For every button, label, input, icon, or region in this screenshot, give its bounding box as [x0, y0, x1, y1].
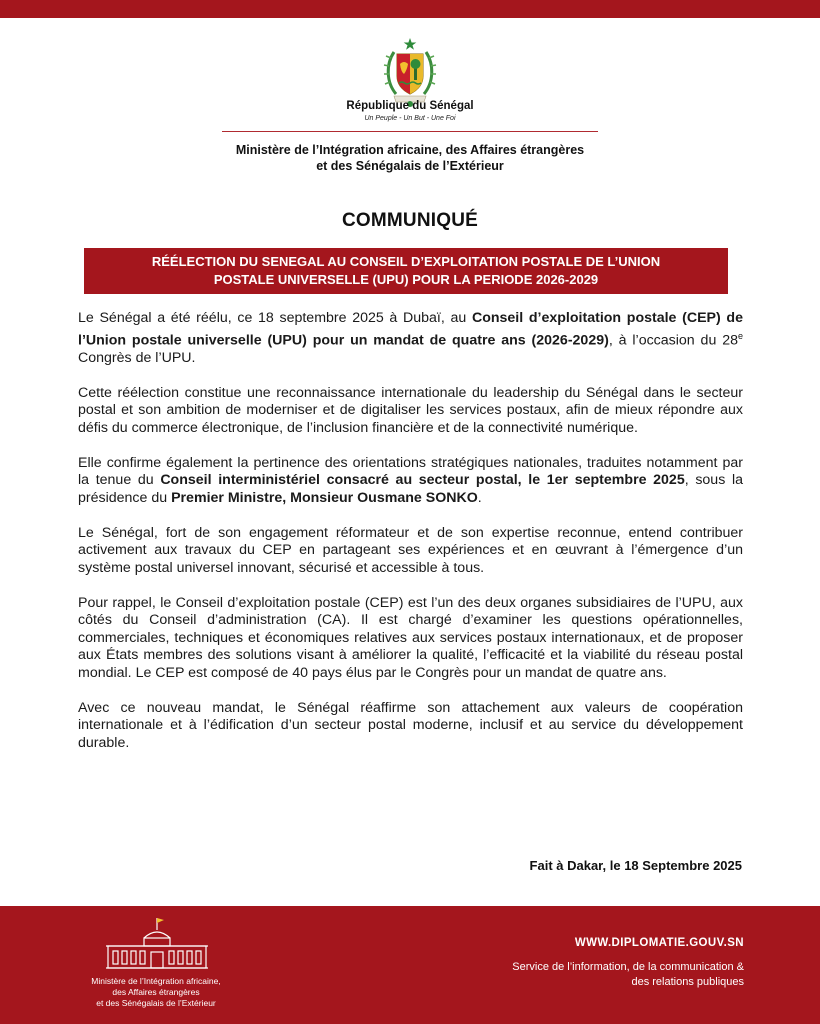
communique-body: [78, 310, 743, 770]
footer: [0, 906, 820, 1024]
header-divider: [222, 131, 598, 132]
paragraph-3-text-e: .: [477, 489, 482, 506]
paragraph-1-text-c: , à l’occasion du 28: [608, 332, 738, 349]
paragraph-1-superscript: e: [737, 330, 743, 341]
paragraph-1-text-d: Congrès de l’UPU.: [78, 349, 196, 366]
top-bar: [0, 0, 820, 18]
ministry-building-icon: [104, 916, 210, 972]
paragraph-1-bold: Conseil d’exploitation postale (CEP) de l’Union postale universelle (UPU) pour un mandat de quatre ans (2026-2029): [78, 310, 743, 349]
national-motto: Un Peuple - Un But - Une Foi: [364, 115, 456, 122]
footer-service-line-1: Service de l’information, de la communication &: [512, 961, 744, 973]
paragraph-3-text-a: Elle confirme également la pertinence des orientations stratégiques nationales, traduites notamment par la tenue du: [78, 454, 743, 489]
footer-service-name: [440, 960, 744, 990]
coat-of-arms-icon: [382, 36, 438, 108]
ministry-name-line-1: Ministère de l’Intégration africaine, des Affaires étrangères: [235, 143, 585, 157]
paragraph-3: [78, 455, 743, 508]
paragraph-6: Avec ce nouveau mandat, le Sénégal réaffirme son attachement aux valeurs de coopération internationale et à l’édification d’un secteur postal moderne, inclusif et au service du développement durable.: [78, 699, 743, 751]
footer-ministry-name: [58, 976, 254, 1009]
subject-banner: [84, 248, 728, 294]
paragraph-3-bold-d: Premier Ministre, Monsieur Ousmane SONKO: [171, 489, 478, 506]
website-link[interactable]: WWW.DIPLOMATIE.GOUV.SN: [574, 937, 744, 949]
paragraph-3-bold-b: Conseil interministériel consacré au secteur postal, le 1er septembre 2025: [160, 472, 685, 489]
paragraph-4: Le Sénégal, fort de son engagement réformateur et de son expertise reconnue, entend contribuer activement aux travaux du CEP en partageant ses expériences et en œuvrant à l’émergence d’un système postal universel innovant, sécurisé et accessible à tous.: [78, 524, 743, 576]
document-title: COMMUNIQUÉ: [341, 210, 479, 231]
footer-service-line-2: des relations publiques: [631, 976, 744, 988]
ministry-name: [0, 142, 820, 174]
subject-line-2: POSTALE UNIVERSELLE (UPU) POUR LA PERIODE 2026-2029: [213, 272, 599, 287]
republic-name: République du Sénégal: [346, 100, 474, 112]
subject-line-1: RÉÉLECTION DU SENEGAL AU CONSEIL D’EXPLOITATION POSTALE DE L’UNION: [151, 254, 661, 269]
paragraph-1: [78, 310, 743, 367]
footer-ministry-line-1: Ministère de l’Intégration africaine,: [91, 976, 221, 986]
paragraph-5: Pour rappel, le Conseil d’exploitation postale (CEP) est l’un des deux organes subsidiaires de l’UPU, aux côtés du Conseil d’administration (CA). Il est chargé d’examiner les questions opérationnelles, commerciales, techniques et économiques relatives aux services postaux internationaux, et de proposer aux États membres des solutions visant à améliorer la qualité, l’efficacité et la viabilité du réseau postal mondial. Le CEP est composé de 40 pays élus par le Congrès pour un mandat de quatre ans.: [78, 594, 743, 681]
ministry-name-line-2: et des Sénégalais de l’Extérieur: [316, 159, 504, 173]
paragraph-2: Cette réélection constitue une reconnaissance internationale du leadership du Sénégal dans le secteur postal et son ambition de moderniser et de digitaliser les services postaux, afin de mieux répondre aux défis du commerce électronique, de l’inclusion financière et de la connectivité numérique.: [78, 384, 743, 436]
signature-line: Fait à Dakar, le 18 Septembre 2025: [529, 858, 742, 873]
paragraph-3-text-c: , sous la présidence du: [78, 472, 743, 506]
paragraph-1-text-a: Le Sénégal a été réélu, ce 18 septembre 2025 à Dubaï, au: [78, 310, 472, 326]
footer-ministry-line-2: des Affaires étrangères: [112, 987, 200, 997]
footer-ministry-line-3: et des Sénégalais de l’Extérieur: [96, 998, 216, 1008]
letterhead-page: [0, 18, 820, 906]
